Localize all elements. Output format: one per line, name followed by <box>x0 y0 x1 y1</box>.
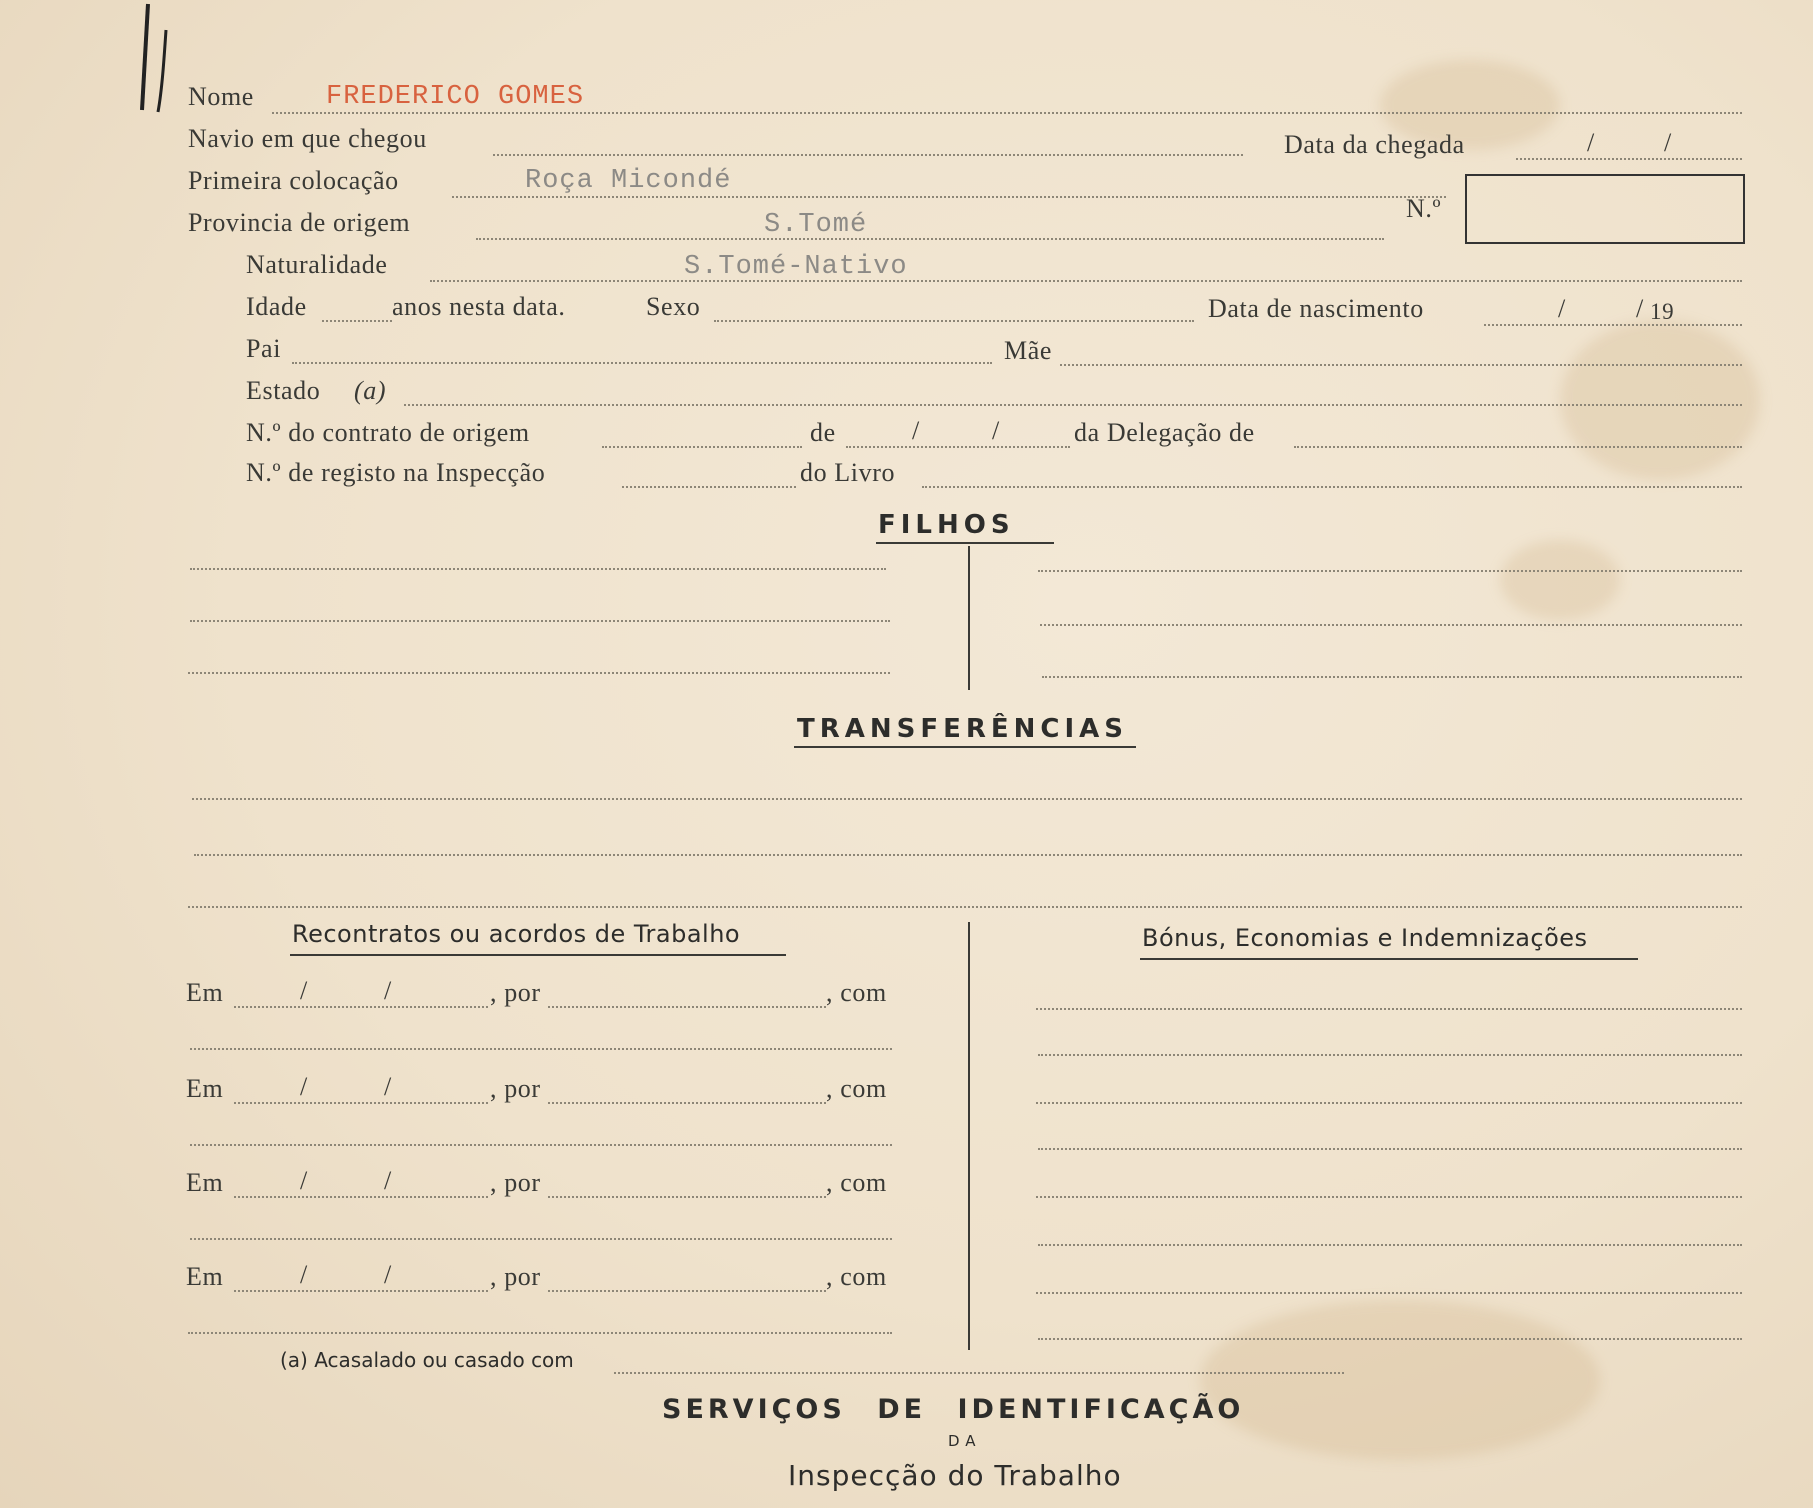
filhos-line <box>188 672 890 674</box>
sexo-label: Sexo <box>646 292 701 321</box>
year-prefix: 19 <box>1650 299 1675 324</box>
nome-label: Nome <box>188 82 254 111</box>
estado-label: Estado <box>246 376 321 405</box>
com-label: , com <box>826 978 887 1007</box>
handwritten-mark <box>130 0 190 120</box>
com-label: , com <box>826 1074 887 1103</box>
com-line <box>188 1332 892 1334</box>
stain <box>1200 1300 1600 1460</box>
por-label: , por <box>490 1074 541 1103</box>
por-line <box>548 1006 826 1008</box>
bonus-line <box>1038 1148 1742 1150</box>
data-chegada-label: Data da chegada <box>1284 130 1465 159</box>
stain <box>1560 320 1760 480</box>
navio-label: Navio em que chegou <box>188 124 427 153</box>
filhos-line <box>190 620 890 622</box>
em-label: Em <box>186 1262 224 1291</box>
transferencias-line <box>188 906 1742 908</box>
numero-box <box>1465 174 1745 244</box>
bonus-line <box>1038 1244 1742 1246</box>
transferencias-line <box>194 854 1742 856</box>
data-nascimento-label: Data de nascimento <box>1208 294 1424 323</box>
em-date-line <box>234 1102 488 1104</box>
primeira-colocacao-value: Roça Micondé <box>525 166 732 196</box>
contrato-label: N.º do contrato de origem <box>246 418 530 447</box>
com-line <box>190 1238 892 1240</box>
slash: / <box>300 976 308 1005</box>
de-label: de <box>810 418 836 447</box>
bonus-line <box>1036 1196 1742 1198</box>
com-line <box>190 1048 892 1050</box>
anos-label: anos nesta data. <box>392 292 566 321</box>
provincia-line <box>476 238 1384 240</box>
slash: / <box>384 976 392 1005</box>
por-label: , por <box>490 1262 541 1291</box>
nome-line <box>272 112 1742 114</box>
em-date-line <box>234 1196 488 1198</box>
filhos-line <box>190 568 886 570</box>
primeira-colocacao-label: Primeira colocação <box>188 166 399 195</box>
lower-divider <box>968 922 970 1350</box>
filhos-line <box>1042 676 1742 678</box>
footnote-line <box>614 1372 1344 1374</box>
recontratos-heading: Recontratos ou acordos de Trabalho <box>292 920 741 948</box>
slash: / <box>300 1166 308 1195</box>
footer-title: SERVIÇOS DE IDENTIFICAÇÃO <box>662 1394 1245 1425</box>
por-line <box>548 1290 826 1292</box>
contrato-line <box>602 446 802 448</box>
slash: / <box>384 1260 392 1289</box>
numero-label: N.º <box>1406 194 1442 223</box>
slash: / <box>992 416 1000 445</box>
pai-line <box>292 362 992 364</box>
data-chegada-line <box>1516 158 1742 160</box>
por-label: , por <box>490 978 541 1007</box>
footer-da: DA <box>948 1432 982 1450</box>
em-date-line <box>234 1290 488 1292</box>
transferencias-line <box>192 798 1742 800</box>
primeira-colocacao-line <box>452 196 1446 198</box>
slash: / <box>1558 294 1566 323</box>
nome-value: FREDERICO GOMES <box>326 82 585 112</box>
com-label: , com <box>826 1168 887 1197</box>
em-date-line <box>234 1006 488 1008</box>
mae-line <box>1060 364 1742 366</box>
idade-line <box>322 320 392 322</box>
bonus-line <box>1038 1338 1742 1340</box>
slash: / <box>1636 294 1644 323</box>
bonus-line <box>1036 1102 1742 1104</box>
data-nascimento-line <box>1484 324 1742 326</box>
por-label: , por <box>490 1168 541 1197</box>
mae-label: Mãe <box>1004 336 1052 365</box>
transferencias-underline <box>794 746 1136 748</box>
footnote: (a) Acasalado ou casado com <box>280 1348 574 1372</box>
estado-line <box>404 404 1742 406</box>
bonus-heading: Bónus, Economias e Indemnizações <box>1142 924 1588 952</box>
stain <box>1500 540 1620 620</box>
contrato-date-line <box>846 446 1070 448</box>
sexo-line <box>714 320 1194 322</box>
naturalidade-line <box>430 280 1742 282</box>
slash: / <box>384 1166 392 1195</box>
slash: / <box>300 1072 308 1101</box>
bonus-line <box>1038 1054 1742 1056</box>
em-label: Em <box>186 1168 224 1197</box>
com-line <box>190 1144 892 1146</box>
delegacao-label: da Delegação de <box>1074 418 1255 447</box>
registo-label: N.º de registo na Inspecção <box>246 458 546 487</box>
navio-line <box>493 154 1243 156</box>
bonus-underline <box>1140 958 1638 960</box>
livro-label: do Livro <box>800 458 896 487</box>
footer-subtitle: Inspecção do Trabalho <box>788 1459 1122 1492</box>
transferencias-heading: TRANSFERÊNCIAS <box>797 714 1129 744</box>
recontratos-underline <box>290 954 786 956</box>
em-label: Em <box>186 1074 224 1103</box>
slash: / <box>1587 128 1595 157</box>
livro-line <box>922 486 1742 488</box>
slash: / <box>300 1260 308 1289</box>
delegacao-line <box>1294 446 1742 448</box>
slash: / <box>912 416 920 445</box>
filhos-divider <box>968 546 970 690</box>
filhos-heading: FILHOS <box>878 510 1015 540</box>
filhos-line <box>1038 570 1742 572</box>
em-label: Em <box>186 978 224 1007</box>
por-line <box>548 1102 826 1104</box>
provincia-label: Provincia de origem <box>188 208 411 237</box>
filhos-underline <box>876 542 1054 544</box>
slash: / <box>1664 128 1672 157</box>
naturalidade-label: Naturalidade <box>246 250 388 279</box>
estado-note: (a) <box>354 376 387 405</box>
provincia-value: S.Tomé <box>764 210 868 240</box>
filhos-line <box>1040 624 1742 626</box>
slash: / <box>384 1072 392 1101</box>
bonus-line <box>1036 1292 1742 1294</box>
pai-label: Pai <box>246 334 282 363</box>
bonus-line <box>1036 1008 1742 1010</box>
registo-line <box>622 486 796 488</box>
idade-label: Idade <box>246 292 307 321</box>
naturalidade-value: S.Tomé-Nativo <box>684 252 908 282</box>
com-label: , com <box>826 1262 887 1291</box>
por-line <box>548 1196 826 1198</box>
